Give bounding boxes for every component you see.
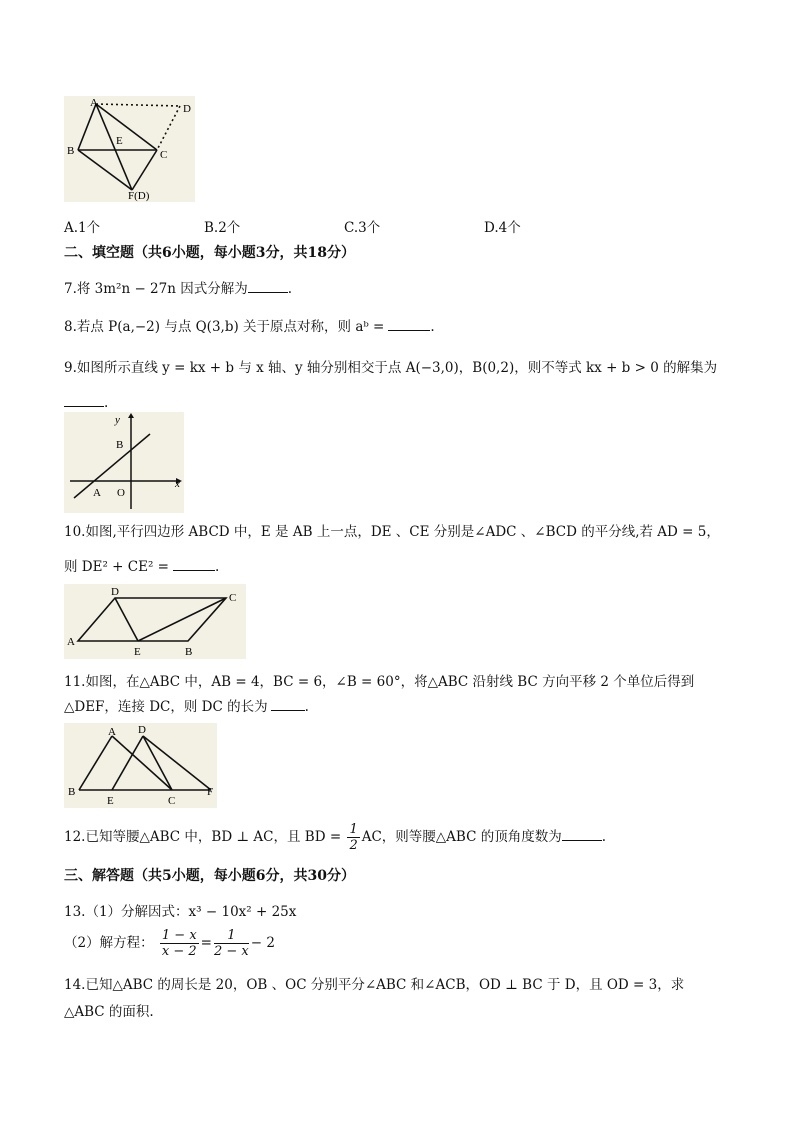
q12-frac-num: 1: [349, 822, 358, 837]
q9-label-y: y: [115, 414, 120, 426]
q14-line1: 14.已知△ABC 的周长是 20，OB 、OC 分别平分∠ABC 和∠ACB，OD ⊥ BC 于 D，且 OD = 3，求: [64, 977, 685, 993]
q10-question: [64, 520, 720, 540]
q9-tail: .: [104, 395, 109, 411]
q11-question: [64, 670, 694, 690]
q6-label-C: C: [160, 149, 168, 161]
q6-label-E: E: [116, 135, 123, 147]
q11-answer-blank: [271, 709, 305, 711]
section3-heading: 三、解答题（共5小题，每小题6分，共30分）: [64, 868, 355, 884]
q6-label-A: A: [90, 97, 98, 109]
q10-figure: [64, 584, 246, 659]
q7-question: [64, 277, 292, 297]
q11-label-A: A: [108, 726, 116, 738]
q13-part1: 13.（1）分解因式：x³ − 10x² + 25x: [64, 904, 297, 920]
q11-figure: [64, 723, 217, 808]
q7-text: 7.将 3m²n − 27n 因式分解为: [64, 281, 248, 297]
q14-line2: △ABC 的面积.: [64, 1004, 154, 1020]
q13-f2-num: 1: [214, 928, 249, 944]
q6-option-b: B.2个: [204, 220, 241, 236]
q9-answer-line: [64, 395, 108, 411]
q6-label-F: F(D): [128, 190, 150, 202]
q11-label-D: D: [138, 724, 146, 736]
q13-part2: [64, 928, 275, 959]
q9-text: 9.如图所示直线 y = kx + b 与 x 轴、y 轴分别相交于点 A(−3,0)，B(0,2)，则不等式 kx + b > 0 的解集为: [64, 360, 718, 376]
section2-heading: 二、填空题（共6小题，每小题3分，共18分）: [64, 245, 355, 261]
q11-tail: .: [304, 699, 309, 715]
q10-label-E: E: [134, 646, 141, 658]
q12-post: AC，则等腰△ABC 的顶角度数为: [361, 829, 562, 845]
q13-fraction-2: [214, 928, 249, 959]
q12-frac-den: 2: [349, 838, 358, 853]
q10-tail: .: [214, 559, 220, 575]
q10-label-B: B: [185, 646, 193, 658]
q13-fraction-1: [160, 928, 199, 959]
q11-label-C: C: [168, 795, 176, 807]
q13-f2-den: 2 − x: [213, 944, 249, 959]
q9-label-B: B: [116, 439, 124, 451]
q12-fraction: [347, 822, 359, 853]
q6-option-d: D.4个: [484, 220, 521, 236]
q7-answer-blank: [248, 291, 288, 293]
q11-label-E: E: [107, 795, 114, 807]
q13-part2-post: − 2: [250, 935, 275, 951]
q8-answer-blank: [388, 329, 430, 331]
q10-text: 10.如图,平行四边形 ABCD 中，E 是 AB 上一点，DE 、CE 分别是∠ADC 、∠BCD 的平分线,若 AD = 5，: [64, 524, 720, 540]
q7-tail: .: [287, 281, 293, 297]
q9-label-x: x: [175, 478, 180, 490]
q10-answer-blank: [173, 569, 215, 571]
q10-label-A: A: [67, 636, 75, 648]
q8-tail: .: [430, 319, 435, 335]
q9-label-A: A: [93, 487, 101, 499]
q13-f1-num: 1 − x: [161, 928, 197, 943]
q6-label-D: D: [183, 103, 191, 115]
q12-question: [64, 822, 606, 853]
q9-answer-blank: [64, 405, 104, 407]
q10-line2: [64, 555, 219, 575]
q13-part2-pre: （2）解方程：: [64, 935, 154, 951]
q12-tail: .: [601, 829, 607, 845]
q10-line2-text: 则 DE² + CE² =: [64, 559, 169, 575]
q6-label-B: B: [67, 145, 75, 157]
q6-option-c: C.3个: [344, 220, 381, 236]
q13-eq: =: [200, 935, 212, 951]
q12-pre: 12.已知等腰△ABC 中，BD ⊥ AC，且 BD =: [64, 829, 342, 845]
q6-option-a: A.1个: [64, 220, 101, 236]
q11-label-F: F: [207, 786, 214, 798]
q8-question: [64, 315, 435, 335]
q9-question: [64, 356, 717, 376]
q8-text: 8.若点 P(a,−2) 与点 Q(3,b) 关于原点对称，则 aᵇ =: [64, 319, 385, 335]
q10-label-C: C: [229, 592, 237, 604]
q11-label-B: B: [68, 786, 76, 798]
q6-figure: [64, 96, 195, 202]
q10-label-D: D: [111, 586, 119, 598]
q12-answer-blank: [562, 839, 602, 841]
q13-f1-den: x − 2: [161, 944, 197, 959]
q9-label-O: O: [117, 487, 125, 499]
q11-line2: [64, 695, 309, 715]
q9-figure: [64, 412, 184, 513]
q11-text: 11.如图，在△ABC 中，AB = 4，BC = 6，∠B = 60°，将△ABC 沿射线 BC 方向平移 2 个单位后得到: [64, 674, 695, 690]
q11-line2-text: △DEF，连接 DC，则 DC 的长为: [64, 699, 268, 715]
